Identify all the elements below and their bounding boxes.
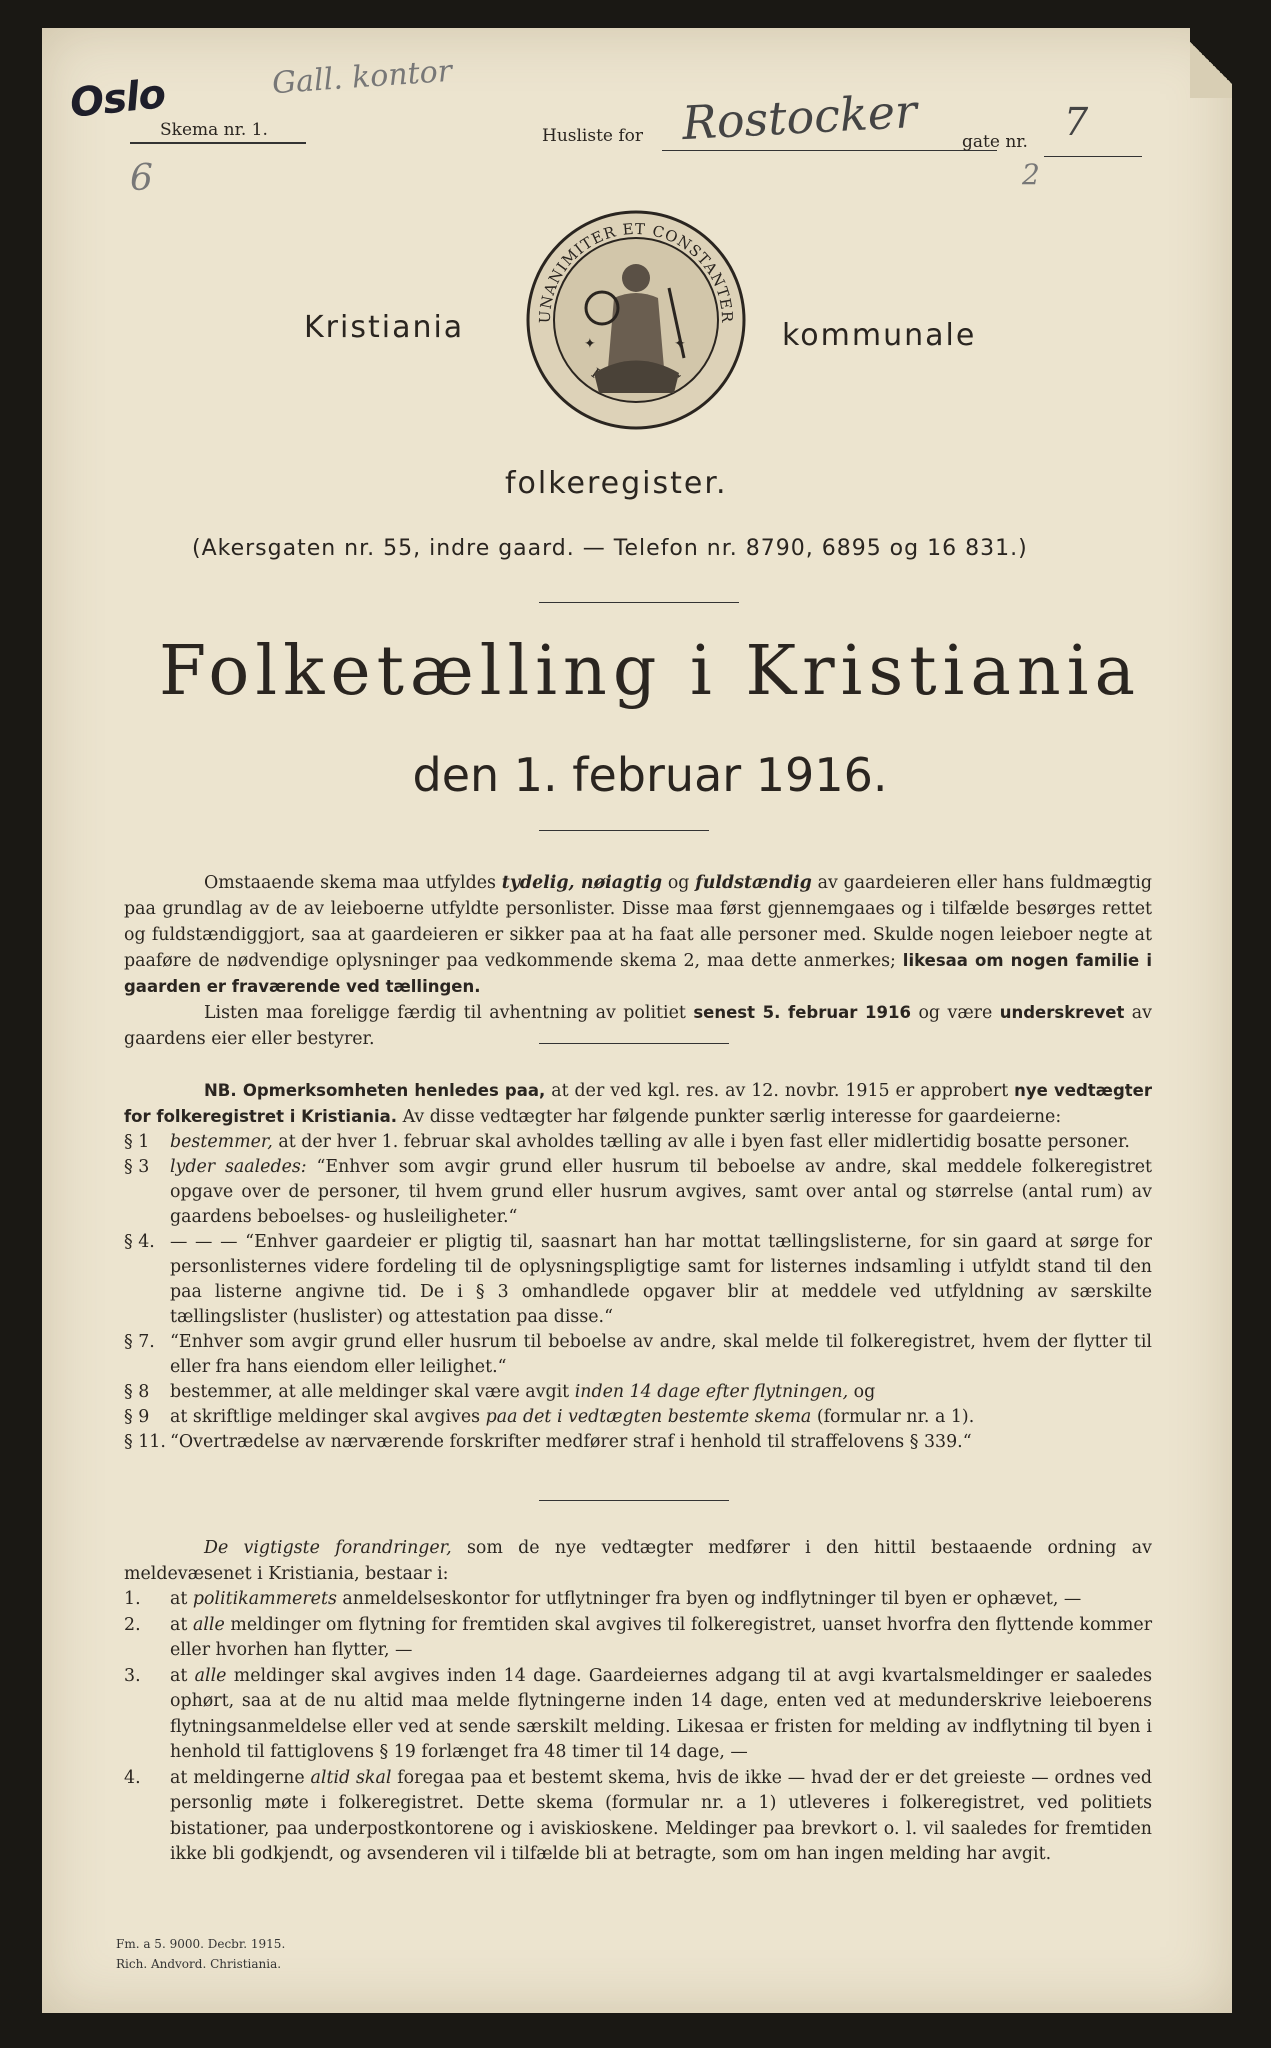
changes-section: De vigtigste forandringer, som de nye vedtægter medfører i den hittil bestaaende ordning av meldevæsenet i Kristiania, bestaar i: 1. at politikammerets anmeldelseskontor for utflytninger fra byen og indflytninger til byen er ophævet, — 2. at alle meldinger om flytning for fremtiden skal avgives til folkeregistret, uanset hvorfra den flyttende kommer eller hvorhen han flytter, — 3. at alle meldinger skal avgives inden 14 dage. Gaardeiernes adgang til at avgi kvartalsmeldinger er saaledes ophørt, saa at de nu altid maa melde flytningerne inden 14 dage, enten ved at medunderskrive leieboerens flytningsanmeldelse eller ved at sende særskilt melding. Likesaa er fristen for melding av indflytning til byen i henhold til fattiglovens § 19 forlænget fra 48 timer til 14 dage, — 4. at meldingerne altid skal foregaa paa et bestemt skema, hvis de ikke — hvad der er det greieste — ordnes ved personlig møte i folkeregistret. Dette skema (formular nr. a 1) utleveres i folkeregistret, ved politiets bistationer, paa underpostkontorene og i aviskioskene. Meldinger paa brevkort o. l. vil saaledes for fremtiden ikke bli godkjendt, og avsenderen vil i tilfælde bli at betragte, som om han ingen melding har avgit. — [124, 1536, 1152, 1868]
change-item: 4. at meldingerne altid skal foregaa paa et bestemt skema, hvis de ikke — hvad der er det greieste — ordnes ved personlig møte i folkeregistret. Dette skema (formular nr. a 1) utleveres i folkeregistret, ved politiets bistationer, paa underpostkontorene og i aviskioskene. Meldinger paa brevkort o. l. vil saaledes for fremtiden ikke bli godkjendt, og avsenderen vil i tilfælde bli at betragte, som om han ingen melding har avgit. — [124, 1767, 1152, 1864]
svg-text:✦: ✦ — [584, 336, 596, 352]
bylaw-paragraph: § 4. — — — “Enhver gaardeier er pligtig til, saasnart han har mottat tællingslisterne, for sin gaard at sørge for personlisternes videre fordeling til de oplysningspligtige samt for listernes indsamling i utfyldt stand til den paa listerne angivne tid. De i § 3 omhandlede opgaver blir at meddele ved utfyldning av særskilte tællingslister (huslister) og attestation paa disse.“ — [124, 1232, 1152, 1327]
census-form-page — [42, 28, 1232, 2013]
handwritten-note-right: 2 — [1022, 158, 1040, 191]
skema-number: Skema nr. 1. — [130, 120, 306, 144]
bylaw-paragraph: § 9 at skriftlige meldinger skal avgives paa det i vedtægten bestemte skema (formular nr. a 1). — [124, 1407, 975, 1427]
handwritten-note-top: Gall. kontor — [270, 53, 454, 102]
divider — [539, 1500, 729, 1501]
bylaw-paragraph: § 1 bestemmer, at der hver 1. februar skal avholdes tælling av alle i byen fast eller midlertidig bosatte personer. — [124, 1132, 1130, 1152]
gate-label: gate nr. — [962, 132, 1028, 152]
city-seal-icon — [524, 208, 748, 432]
handwritten-note-left: 6 — [130, 158, 153, 199]
change-item: 3. at alle meldinger skal avgives inden 14 dage. Gaardeiernes adgang til at avgi kvartalsmeldinger er saaledes ophørt, saa at de nu altid maa melde flytningerne inden 14 dage, enten ved at medunderskrive leieboerens flytningsanmeldelse eller ved at sende særskilt melding. Likesaa er fristen for melding av indflytning til byen i henhold til fattiglovens § 19 forlænget fra 48 timer til 14 dage, — — [124, 1665, 1152, 1762]
change-item: 2. at alle meldinger om flytning for fremtiden skal avgives til folkeregistret, uanset hvorfra den flyttende kommer eller hvorhen han flytter, — — [124, 1614, 1153, 1660]
bylaw-paragraph: § 8 bestemmer, at alle meldinger skal være avgit inden 14 dage efter flytningen, og — [124, 1382, 876, 1402]
gate-field-line — [1044, 156, 1142, 157]
issuer-left: Kristiania — [304, 310, 465, 345]
divider — [539, 602, 739, 603]
seal-motto: UNANIMITER ET CONSTANTER — [535, 219, 737, 324]
bylaw-paragraph: § 3 lyder saaledes: “Enhver som avgir grund eller husrum til beboelse av andre, skal meddele folkeregistret opgave over de personer, til hvem grund eller husrum avgives, samt over antal og størrelse (antal rum) av gaardens beboelses- og husleiligheter.“ — [124, 1157, 1153, 1227]
bylaw-paragraph-list — [124, 1130, 1152, 1455]
bylaw-paragraph: § 11. “Overtrædelse av nærværende forskrifter medfører straf i henhold til straffelovens § 339.“ — [124, 1432, 972, 1452]
divider — [539, 1043, 729, 1044]
street-field-line — [662, 150, 997, 151]
gate-number-handwritten: 7 — [1064, 100, 1089, 144]
husliste-label: Husliste for — [542, 126, 644, 146]
census-date: den 1. februar 1916. — [412, 748, 888, 802]
folded-corner — [1190, 28, 1232, 98]
divider — [539, 830, 709, 831]
oslo-stamp: Oslo — [67, 71, 168, 127]
change-item: 1. at politikammerets anmeldelseskontor for utflytninger fra byen og indflytninger til byen er ophævet, — — [124, 1589, 1082, 1609]
page-title: Folketælling i Kristiania — [158, 632, 1142, 711]
changes-list — [124, 1587, 1152, 1868]
issuer-right: kommunale — [782, 318, 977, 353]
printer-footer: Fm. a 5. 9000. Decbr. 1915. Rich. Andvord. Christiania. — [116, 1937, 286, 1971]
nb-section: NB. Opmerksomheten henledes paa, at der ved kgl. res. av 12. novbr. 1915 er approbert nye vedtægter for folkeregistret i Kristiania. Av disse vedtægter har følgende punkter særlig interesse for gaardeierne: § 1 bestemmer, at der hver 1. februar skal avholdes tælling av alle i byen fast eller midlertidig bosatte personer. § 3 lyder saaledes: “Enhver som avgir grund eller husrum til beboelse av andre, skal meddele folkeregistret opgave over de personer, til hvem grund eller husrum avgives, samt over antal og størrelse (antal rum) av gaardens beboelses- og husleiligheter.“ § 4. — — — “Enhver gaardeier er pligtig til, saasnart han har mottat tællingslisterne, for sin gaard at sørge for personlisternes videre fordeling til de oplysningspligtige samt for listernes indsamling i utfyldt stand til den paa listerne angivne tid. De i § 3 omhandlede opgaver blir at meddele ved utfyldning av særskilte tællingslister (huslister) og attestation paa disse.“ § 7. “Enhver som avgir grund eller husrum til beboelse av andre, skal melde til folkeregistret, hvem der flytter til eller fra hans eiendom eller leilighet.“ § 8 bestemmer, at alle meldinger skal være avgit inden 14 dage efter flytningen, og § 9 at skriftlige meldinger skal avgives paa det i vedtægten bestemte skema (formular nr. a 1). § 11. “Overtrædelse av nærværende forskrifter medfører straf i henhold til straffelovens § 339.“ — [124, 1078, 1152, 1455]
office-address: (Akersgaten nr. 55, indre gaard. — Telefon nr. 8790, 6895 og 16 831.) — [192, 536, 1028, 561]
bylaw-paragraph: § 7. “Enhver som avgir grund eller husrum til beboelse av andre, skal melde til folkeregistret, hvem der flytter til eller fra hans eiendom eller leilighet.“ — [124, 1332, 1152, 1377]
svg-text:✦: ✦ — [674, 336, 686, 352]
street-name-handwritten: Rostocker — [680, 83, 919, 151]
issuer-office: folkeregister. — [505, 466, 728, 501]
intro-text: Omstaaende skema maa utfyldes tydelig, nøiagtig og fuldstændig av gaardeieren eller hans fuldmægtig paa grundlag av de av leieboerne utfyldte personlister. Disse maa først gjennemgaaes og i tilfælde besørges rettet og fuldstændiggjort, saa at gaardeieren er sikker paa at ha faat alle personer med. Skulde nogen leieboer negte at paaføre de nødvendige oplysninger paa vedkommende skema 2, maa dette anmerkes; likesaa om nogen familie i gaarden er fraværende ved tællingen. Listen maa foreligge færdig til avhentning av politiet senest 5. februar 1916 og være underskrevet av gaardens eier eller bestyrer. — [124, 873, 1153, 1049]
